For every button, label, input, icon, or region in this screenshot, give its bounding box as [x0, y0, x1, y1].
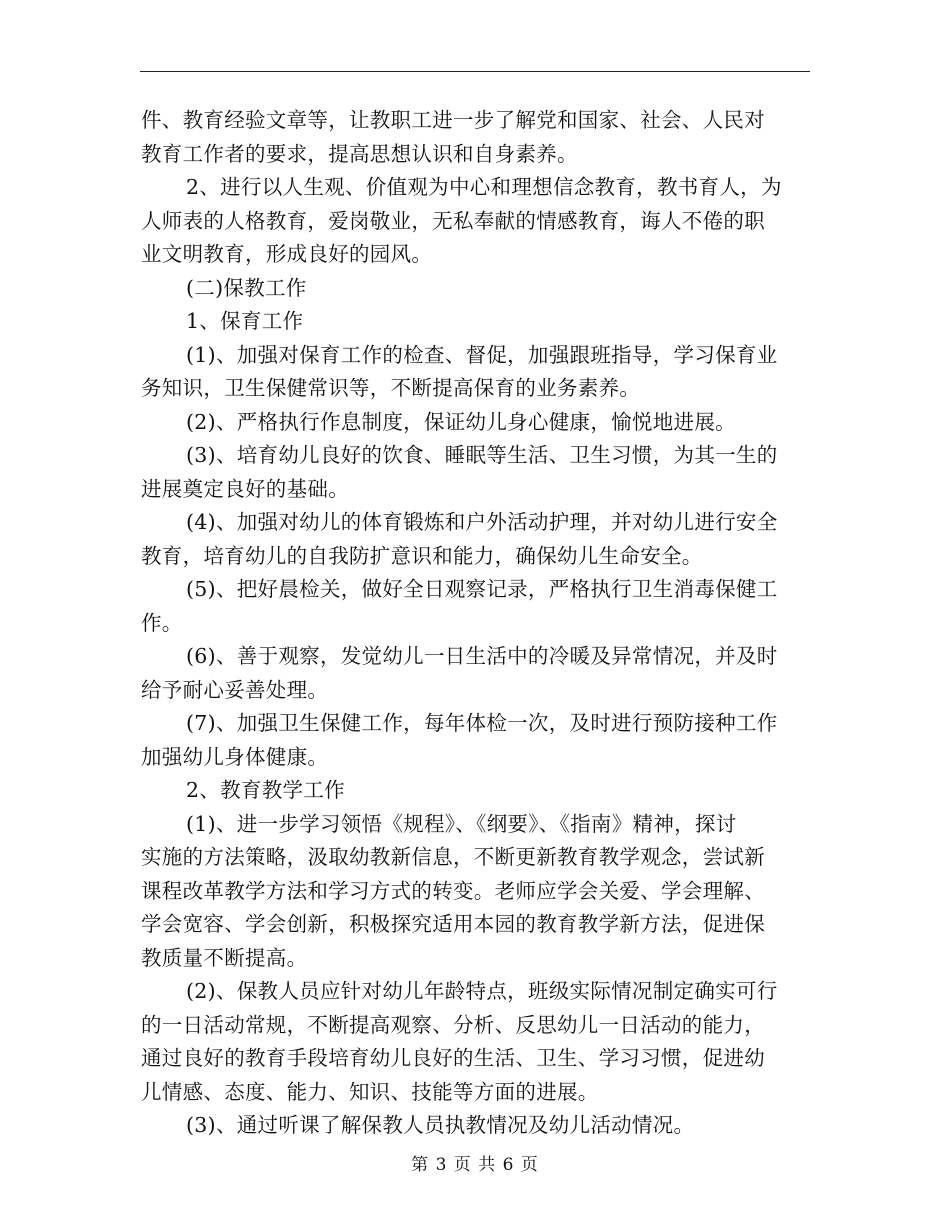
paragraph	[141, 975, 811, 1109]
document-body	[141, 104, 811, 1143]
paragraph	[141, 339, 811, 406]
text-line: 实施的方法策略，汲取幼教新信息，不断更新教育教学观念，尝试新	[141, 845, 765, 869]
text-line: 学会宽容、学会创新，积极探究适用本园的教育教学新方法，促进保	[141, 912, 765, 936]
paragraph	[141, 707, 811, 774]
paragraph	[141, 272, 811, 306]
text-line: (7)、加强卫生保健工作，每年体检一次，及时进行预防接种工作	[186, 711, 778, 735]
text-line: 进展奠定良好的基础。	[141, 476, 349, 501]
text-line: (3)、通过听课了解保教人员执教情况及幼儿活动情况。	[186, 1113, 695, 1137]
text-line: 教育，培育幼儿的自我防扩意识和能力，确保幼儿生命安全。	[141, 543, 703, 568]
paragraph	[141, 1109, 811, 1143]
text-line: (2)、严格执行作息制度，保证幼儿身心健康，愉悦地进展。	[186, 409, 736, 434]
text-line: 2、教育教学工作	[186, 778, 345, 802]
text-line: 作。	[141, 610, 183, 635]
text-line: (2)、保教人员应针对幼儿年龄特点，班级实际情况制定确实可行	[186, 979, 778, 1003]
text-line: 务知识，卫生保健常识等，不断提高保育的业务素养。	[141, 376, 641, 400]
text-line: 人师表的人格教育，爱岗敬业，无私奉献的情感教育，诲人不倦的职	[141, 208, 765, 233]
paragraph	[141, 573, 811, 640]
paragraph	[141, 640, 811, 707]
text-line: (1)、加强对保育工作的检查、督促，加强跟班指导，学习保育业	[186, 342, 778, 367]
text-line: (1)、进一步学习领悟《规程》、《纲要》、《指南》精神，探讨	[186, 811, 737, 836]
paragraph	[141, 305, 811, 339]
paragraph	[141, 104, 811, 171]
text-line: 1、保育工作	[186, 309, 304, 333]
paragraph	[141, 774, 811, 808]
text-line: 业文明教育，形成良好的园风。	[141, 242, 433, 266]
paragraph	[141, 506, 811, 573]
text-line: 教育工作者的要求，提高思想认识和自身素养。	[141, 141, 578, 166]
text-line: 2、进行以人生观、价值观为中心和理想信念教育，教书育人，为	[186, 175, 782, 199]
text-line: (3)、培育幼儿良好的饮食、睡眠等生活、卫生习惯，为其一生的	[186, 443, 778, 467]
paragraph	[141, 171, 811, 272]
text-line: (二)保教工作	[186, 275, 307, 300]
text-line: (6)、善于观察，发觉幼儿一日生活中的冷暖及异常情况，并及时	[186, 644, 778, 668]
text-line: (4)、加强对幼儿的体育锻炼和户外活动护理，并对幼儿进行安全	[186, 510, 778, 534]
text-line: 通过良好的教育手段培育幼儿良好的生活、卫生、学习习惯，促进幼	[141, 1046, 765, 1070]
text-line: 加强幼儿身体健康。	[141, 744, 329, 769]
text-line: 教质量不断提高。	[141, 945, 308, 970]
text-line: 的一日活动常规，不断提高观察、分析、反思幼儿一日活动的能力，	[141, 1012, 765, 1037]
paragraph	[141, 406, 811, 440]
paragraph	[141, 439, 811, 506]
text-line: 儿情感、态度、能力、知识、技能等方面的进展。	[141, 1079, 599, 1104]
page-number: 第 3 页 共 6 页	[411, 1155, 539, 1175]
text-line: 给予耐心妥善处理。	[141, 677, 329, 702]
text-line: 件、教育经验文章等，让教职工进一步了解党和国家、社会、人民对	[141, 108, 765, 132]
text-line: 课程改革教学方法和学习方式的转变。老师应学会关爱、学会理解、	[141, 878, 765, 903]
text-line: (5)、把好晨检关，做好全日观察记录，严格执行卫生消毒保健工	[186, 577, 778, 601]
header-rule	[140, 71, 810, 72]
paragraph	[141, 808, 811, 976]
